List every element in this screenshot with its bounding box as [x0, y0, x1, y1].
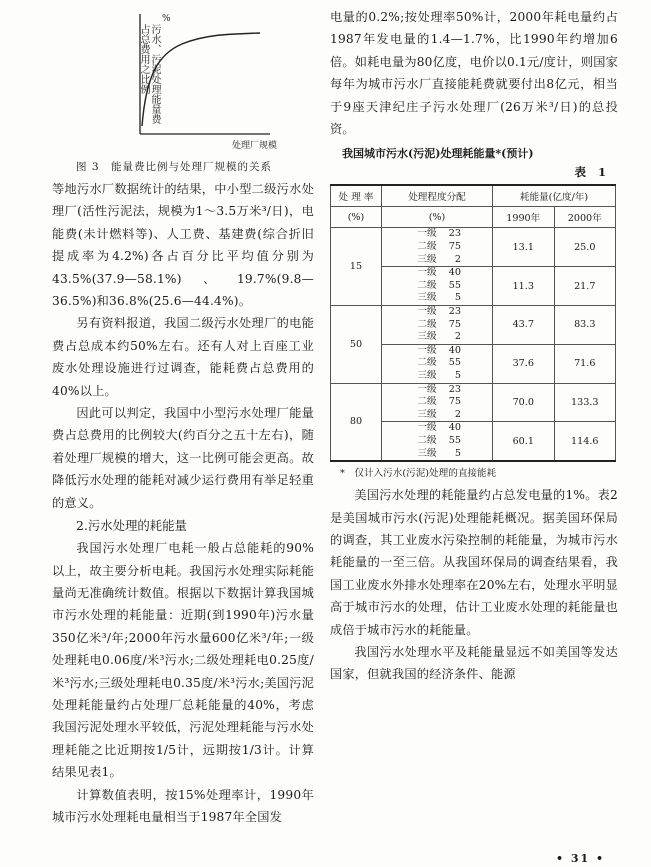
- level-distribution-cell: [382, 383, 493, 422]
- level-line: [382, 254, 492, 267]
- paragraph: 我国污水处理厂电耗一般占总能耗的90%以上，故主要分析电耗。我国污水处理实际耗能量尚无准确统计数值。根据以下数据计算我国城市污水处理的耗能量：近期(到1990年)污水量350亿米³/年;2000年污水量600亿米³/年;一级处理耗电0.06度/米³污水;二级处理耗电0.25度/米³污水;三级处理耗电0.35度/米³污水;美国污泥处理耗能量约占处理厂总耗能量的40%，考虑我国污泥处理水平较低，污泥处理耗能与污水处理耗能之比近期按1/5计，远期按1/3计。计算结果见表1。: [52, 541, 314, 780]
- table-footnote: * 仅计入污水(污泥)处理的直接能耗: [340, 468, 497, 480]
- level-line: [382, 435, 492, 448]
- level-name: 一级: [417, 306, 437, 317]
- energy-v2000-cell: 133.3: [554, 383, 616, 422]
- paragraph: 另有资料报道，我国二级污水处理厂的电能费占总成本约50%左右。还有人对上百座工业废水处理设施进行过调查，能耗费占总费用的40%以上。: [52, 316, 314, 398]
- level-line: [382, 384, 492, 397]
- level-value: 40: [448, 344, 461, 356]
- table-number: 表 1: [574, 165, 610, 180]
- level-name: 一级: [417, 267, 437, 279]
- level-value: 2: [454, 331, 461, 343]
- header-energy: 耗能量(亿度/年): [493, 185, 616, 207]
- rate-cell: 50: [331, 306, 382, 384]
- level-value: 75: [448, 396, 461, 408]
- level-line: [382, 228, 492, 241]
- section-heading: 2.污水处理的耗能量: [76, 518, 187, 534]
- level-line: [382, 319, 492, 332]
- level-name: 一级: [417, 344, 437, 356]
- paragraph: 我国污水处理水平及耗能量显远不如美国等发达国家，但就我国的经济条件、能源: [330, 644, 618, 682]
- level-name: 二级: [417, 318, 437, 330]
- level-name: 一级: [417, 383, 437, 395]
- level-line: [382, 331, 492, 344]
- level-name: 二级: [417, 434, 437, 446]
- header-rate: 处 理 率: [331, 185, 382, 207]
- level-value: 55: [448, 434, 461, 446]
- paragraph: 电量的0.2%;按处理率50%计，2000年耗电量约占1987年发电量的1.4—1.7%，比1990年约增加6倍。如耗电量为80亿度，电价以0.1元/度计，则国家每年为城市污水厂直接能耗费就要付出8亿元，相当于9座天津纪庄子污水处理厂(26万米³/日)的总投资。: [330, 10, 618, 137]
- table-row: [331, 306, 616, 345]
- energy-v2000-cell: 21.7: [554, 267, 616, 306]
- level-value: 23: [448, 383, 461, 395]
- rate-cell: 80: [331, 383, 382, 461]
- level-name: 一级: [417, 422, 437, 434]
- rate-cell: 15: [331, 228, 382, 306]
- header-dist: 处理程度分配: [382, 185, 493, 207]
- energy-v2000-cell: 83.3: [554, 306, 616, 345]
- energy-cost-curve-plot: [82, 6, 282, 151]
- level-value: 5: [454, 292, 461, 304]
- level-name: 二级: [417, 357, 437, 369]
- level-line: [382, 448, 492, 461]
- level-line: [382, 292, 492, 305]
- level-distribution-cell: [382, 228, 493, 267]
- level-line: [382, 422, 492, 435]
- paragraph: 计算数值表明，按15%处理率计，1990年城市污水处理耗电量相当于1987年全国发: [52, 787, 314, 824]
- table-row: [331, 383, 616, 422]
- level-name: 三级: [417, 408, 437, 420]
- energy-v1990-cell: 11.3: [493, 267, 555, 306]
- level-value: 5: [454, 369, 461, 381]
- energy-table: [330, 184, 616, 462]
- x-axis-label: 处理厂规模: [232, 141, 278, 151]
- level-value: 2: [454, 408, 461, 420]
- level-name: 三级: [417, 331, 437, 343]
- level-line: [382, 280, 492, 293]
- energy-v2000-cell: 114.6: [554, 422, 616, 461]
- level-distribution-cell: [382, 306, 493, 345]
- energy-v2000-cell: 25.0: [554, 228, 616, 267]
- level-value: 2: [454, 253, 461, 265]
- energy-v1990-cell: 43.7: [493, 306, 555, 345]
- level-name: 三级: [417, 447, 437, 459]
- level-value: 23: [448, 306, 461, 317]
- table-title: 我国城市污水(污泥)处理耗能量*(预计): [342, 147, 534, 161]
- y-axis-label: 污水、污泥处理能量费占总费用之比例: [138, 24, 160, 124]
- table-body: [331, 228, 616, 461]
- header-rate-unit: (%): [331, 207, 382, 228]
- level-line: [382, 396, 492, 409]
- level-line: [382, 241, 492, 254]
- level-value: 75: [448, 318, 461, 330]
- level-name: 一级: [417, 228, 437, 240]
- header-2000: 2000年: [554, 207, 616, 228]
- level-value: 55: [448, 357, 461, 369]
- page-number: • 31 •: [555, 852, 605, 865]
- header-dist-unit: (%): [382, 207, 493, 228]
- level-line: [382, 267, 492, 280]
- level-name: 三级: [417, 253, 437, 265]
- level-distribution-cell: [382, 422, 493, 461]
- level-line: [382, 370, 492, 383]
- level-name: 二级: [417, 396, 437, 408]
- paragraph: 因此可以判定，我国中小型污水处理厂能量费占总费用的比例较大(约百分之五十左右)，随着处理厂规模的增大，这一比例可能会更高。故降低污水处理的能耗对减少运行费用有举足轻重的意义。: [52, 406, 314, 510]
- level-value: 40: [448, 422, 461, 434]
- level-line: [382, 306, 492, 319]
- y-axis-unit: %: [162, 14, 171, 24]
- level-distribution-cell: [382, 344, 493, 383]
- energy-v2000-cell: 71.6: [554, 344, 616, 383]
- level-name: 二级: [417, 279, 437, 291]
- level-name: 三级: [417, 292, 437, 304]
- level-value: 40: [448, 267, 461, 279]
- figure-3: [52, 6, 314, 156]
- level-value: 75: [448, 241, 461, 253]
- level-name: 三级: [417, 369, 437, 381]
- level-value: 5: [454, 447, 461, 459]
- level-line: [382, 345, 492, 358]
- level-line: [382, 409, 492, 422]
- level-line: [382, 357, 492, 370]
- figure-caption: 图 3 能量费比例与处理厂规模的关系: [76, 161, 273, 173]
- energy-v1990-cell: 60.1: [493, 422, 555, 461]
- left-column: [52, 6, 314, 828]
- level-value: 55: [448, 279, 461, 291]
- table-row: [331, 228, 616, 267]
- paragraph: 等地污水厂数据统计的结果，中小型二级污水处理厂(活性污泥法，规模为1～3.5万米³/日)，电能费(未计燃料等)、人工费、基建费(综合折旧提成率为4.2%)各占百分比平均值分别为43.5%(37.9—58.1%)、19.7%(9.8—36.5%)和36.8%(25.6—44.4%)。: [52, 182, 314, 309]
- paragraph: 美国污水处理的耗能量约占总发电量的1%。表2是美国城市污水(污泥)处理能耗概况。据美国环保局的调查，其工业废水污染控制的耗能量，为城市污水耗能量的一至三倍。从我国环保局的调查结果看，我国工业废水外排水处理率在20%左右，处理水平明显高于城市污水的处理，估计工业废水处理的耗能量也成倍于城市污水的耗能量。: [330, 488, 618, 637]
- energy-v1990-cell: 37.6: [493, 344, 555, 383]
- level-name: 二级: [417, 241, 437, 253]
- energy-v1990-cell: 70.0: [493, 383, 555, 422]
- right-column: [330, 6, 618, 686]
- header-1990: 1990年: [493, 207, 555, 228]
- level-value: 23: [448, 228, 461, 240]
- level-distribution-cell: [382, 267, 493, 306]
- energy-v1990-cell: 13.1: [493, 228, 555, 267]
